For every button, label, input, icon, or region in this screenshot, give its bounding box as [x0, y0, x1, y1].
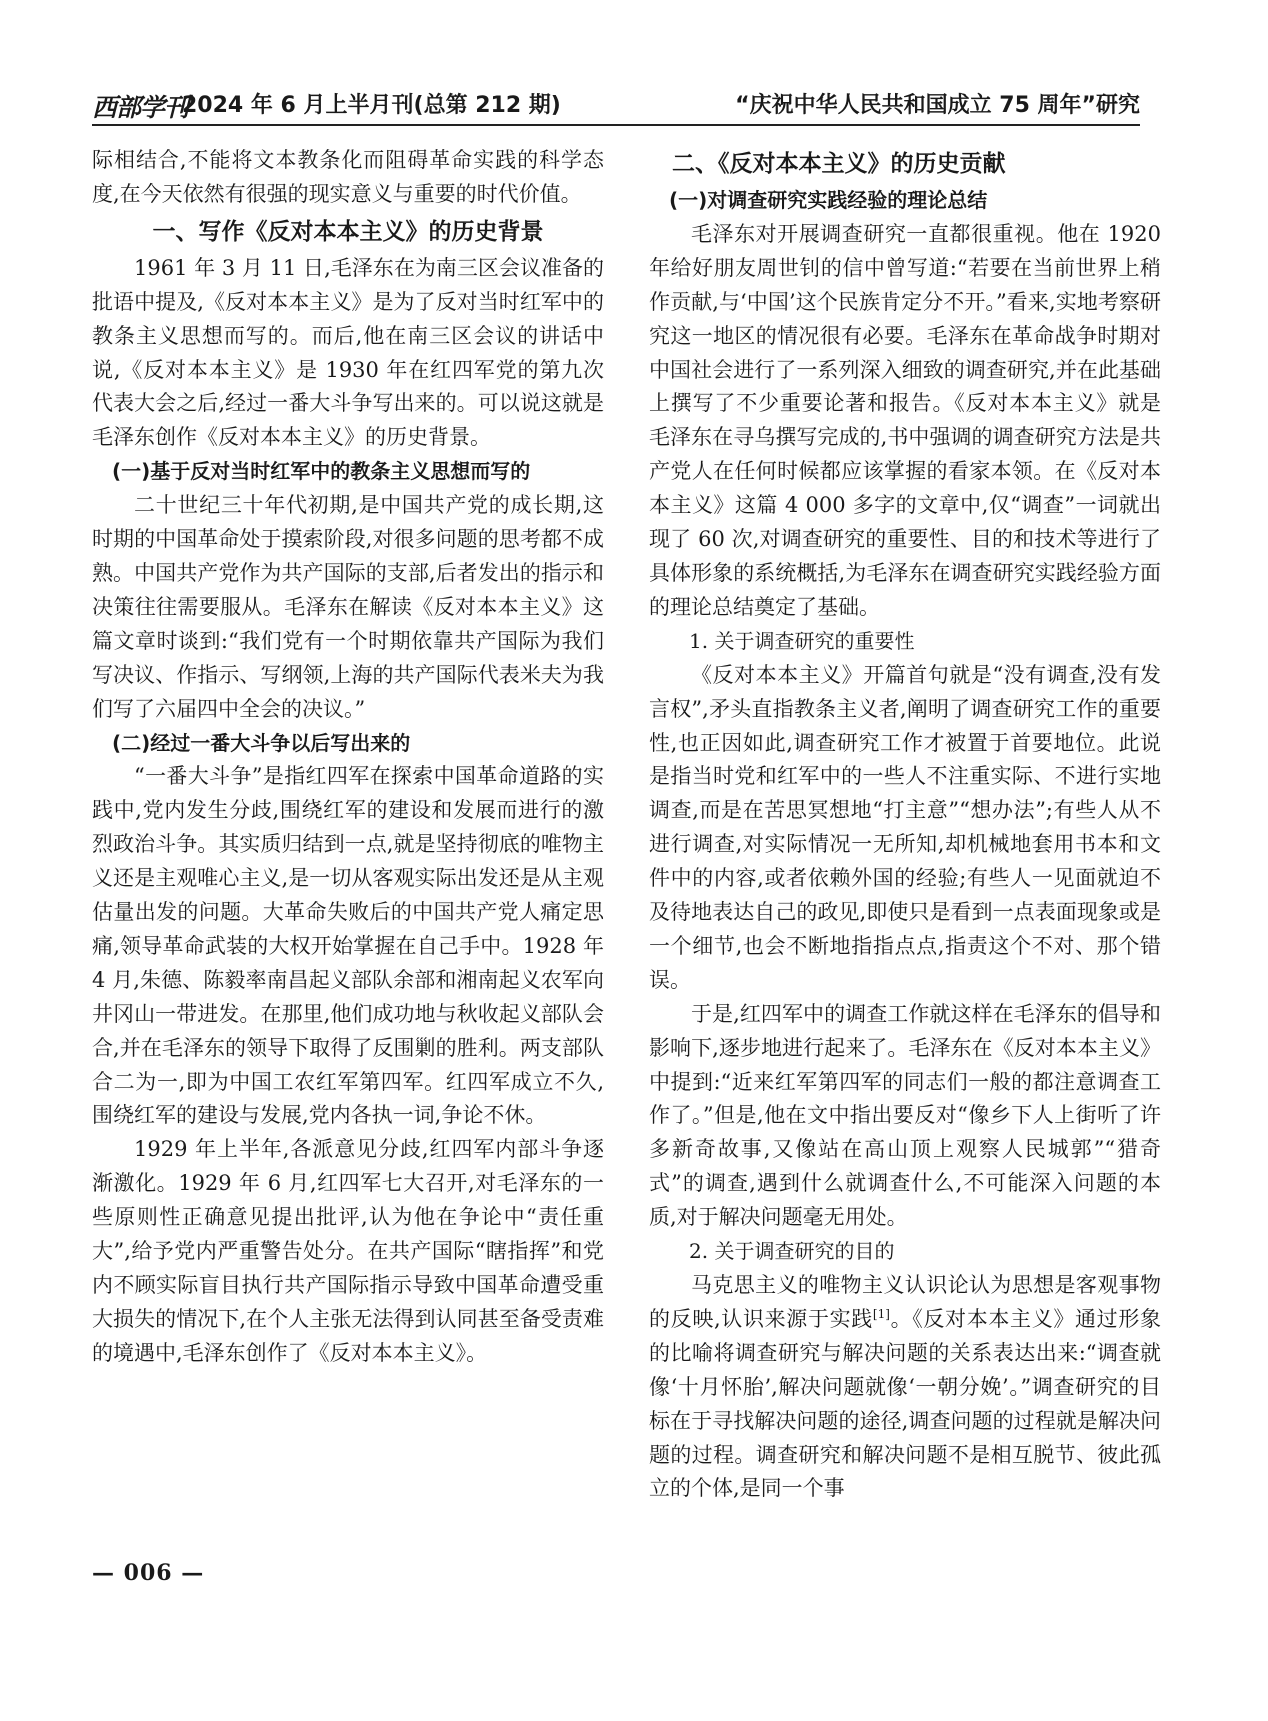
paragraph: 1929 年上半年,各派意见分歧,红四军内部斗争逐渐激化。1929 年 6 月,红四军七大召开,对毛泽东的一些原则性正确意见提出批评,认为他在争论中“责任重大”,给予党内严重警告处分。在共产国际“瞎指挥”和党内不顾实际盲目执行共产国际指示导致中国革命遭受重大损失的情况下,在个人主张无法得到认同甚至备受责难的境遇中,毛泽东创作了《反对本本主义》。 — [92, 1137, 604, 1365]
section-heading-1: 一、写作《反对本本主义》的历史背景 — [152, 218, 544, 245]
running-header — [92, 84, 1140, 128]
header-rule — [92, 124, 1140, 126]
paragraph: 《反对本本主义》开篇首句就是“没有调查,没有发言权”,矛头直指教条主义者,阐明了调查研究工作的重要性,也正因如此,调查研究工作才被置于首要地位。此说是指当时党和红军中的一些人不注重实际、不进行实地调查,而是在苦思冥想地“打主意”“想办法”;有些人从不进行调查,对实际情况一无所知,却机械地套用书本和文件中的内容,或者依赖外国的经验;有些人一见面就迫不及待地表达自己的政见,即使只是看到一点表面现象或是一个细节,也会不断地指指点点,指责这个不对、那个错误。 — [649, 662, 1161, 992]
left-column — [92, 144, 604, 1371]
paragraph: 二十世纪三十年代初期,是中国共产党的成长期,这时期的中国革命处于摸索阶段,对很多问题的思考都不成熟。中国共产党作为共产国际的支部,后者发出的指示和决策往往需要服从。毛泽东在解读《反对本本主义》这篇文章时谈到:“我们党有一个时期依靠共产国际为我们写决议、作指示、写纲领,上海的共产国际代表米夫为我们写了六届四中全会的决议。” — [92, 493, 604, 721]
paragraph: “一番大斗争”是指红四军在探索中国革命道路的实践中,党内发生分歧,围绕红军的建设和发展而进行的激烈政治斗争。其实质归结到一点,就是坚持彻底的唯物主义还是主观唯心主义,是一切从客观实际出发还是从主观估量出发的问题。大革命失败后的中国共产党人痛定思痛,领导革命武装的大权开始掌握在自己手中。1928 年 4 月,朱德、陈毅率南昌起义部队余部和湘南起义农军向井冈山一带进发。在那里,他们成功地与秋收起义部队会合,并在毛泽东的领导下取得了反围剿的胜利。两支部队合二为一,即为中国工农红军第四军。红四军成立不久,围绕红军的建设与发展,党内各执一词,争论不休。 — [92, 764, 604, 1128]
subsection-heading: (一)对调查研究实践经验的理论总结 — [669, 188, 988, 212]
special-topic: “庆祝中华人民共和国成立 75 周年”研究 — [735, 93, 1140, 118]
journal-logo: 西部学刊 — [92, 93, 189, 122]
paragraph-text: 。《反对本本主义》通过形象的比喻将调查研究与解决问题的关系表达出来:“调查就像‘十月怀胎’,解决问题就像‘一朝分娩’。”调查研究的目标在于寻找解决问题的途径,调查问题的过程就是解决问题的过程。调查研究和解决问题不是相互脱节、彼此孤立的个体,是同一个事 — [649, 1306, 1161, 1501]
citation-ref[interactable]: [1] — [872, 1306, 890, 1321]
right-column — [649, 144, 1161, 1506]
page-number: — 006 — — [92, 1560, 205, 1586]
point-heading: 1. 关于调查研究的重要性 — [689, 628, 915, 653]
issue-info: 2024 年 6 月上半月刊(总第 212 期) — [182, 93, 561, 118]
point-heading: 2. 关于调查研究的目的 — [689, 1239, 895, 1264]
intro-paragraph: 际相结合,不能将文本教条化而阻碍革命实践的科学态度,在今天依然有很强的现实意义与重要的时代价值。 — [92, 148, 604, 206]
section-heading-2: 二、《反对本本主义》的历史贡献 — [672, 151, 1006, 177]
paragraph: 毛泽东对开展调查研究一直都很重视。他在 1920 年给好朋友周世钊的信中曾写道:“若要在当前世界上稍作贡献,与‘中国’这个民族肯定分不开。”看来,实地考察研究这一地区的情况很有必要。毛泽东在革命战争时期对中国社会进行了一系列深入细致的调查研究,并在此基础上撰写了不少重要论著和报告。《反对本本主义》就是毛泽东在寻乌撰写完成的,书中强调的调查研究方法是共产党人在任何时候都应该掌握的看家本领。在《反对本本主义》这篇 4 000 多字的文章中,仅“调查”一词就出现了 60 次,对调查研究的重要性、目的和技术等进行了具体形象的系统概括,为毛泽东在调查研究实践经验方面的理论总结奠定了基础。 — [649, 221, 1161, 619]
subsection-heading: (一)基于反对当时红军中的教条主义思想而写的 — [112, 459, 531, 484]
paragraph — [649, 1269, 1161, 1506]
subsection-heading: (二)经过一番大斗争以后写出来的 — [112, 730, 411, 755]
paragraph: 于是,红四军中的调查工作就这样在毛泽东的倡导和影响下,逐步地进行起来了。毛泽东在《反对本本主义》中提到:“近来红军第四军的同志们一般的都注意调查工作了。”但是,他在文中指出要反对“像乡下人上街听了许多新奇故事,又像站在高山顶上观察人民城郭”“猎奇式”的调查,遇到什么就调查什么,不可能深入问题的本质,对于解决问题毫无用处。 — [649, 1001, 1161, 1230]
paragraph: 1961 年 3 月 11 日,毛泽东在为南三区会议准备的批语中提及,《反对本本主义》是为了反对当时红军中的教条主义思想而写的。而后,他在南三区会议的讲话中说,《反对本本主义》是 1930 年在红四军党的第九次代表大会之后,经过一番大斗争写出来的。可以说这就是毛泽东创作《反对本本主义》的历史背景。 — [92, 255, 604, 450]
paragraph-text: 马克思主义的唯物主义认识论认为思想是客观事物的反映,认识来源于实践 — [649, 1273, 1161, 1331]
